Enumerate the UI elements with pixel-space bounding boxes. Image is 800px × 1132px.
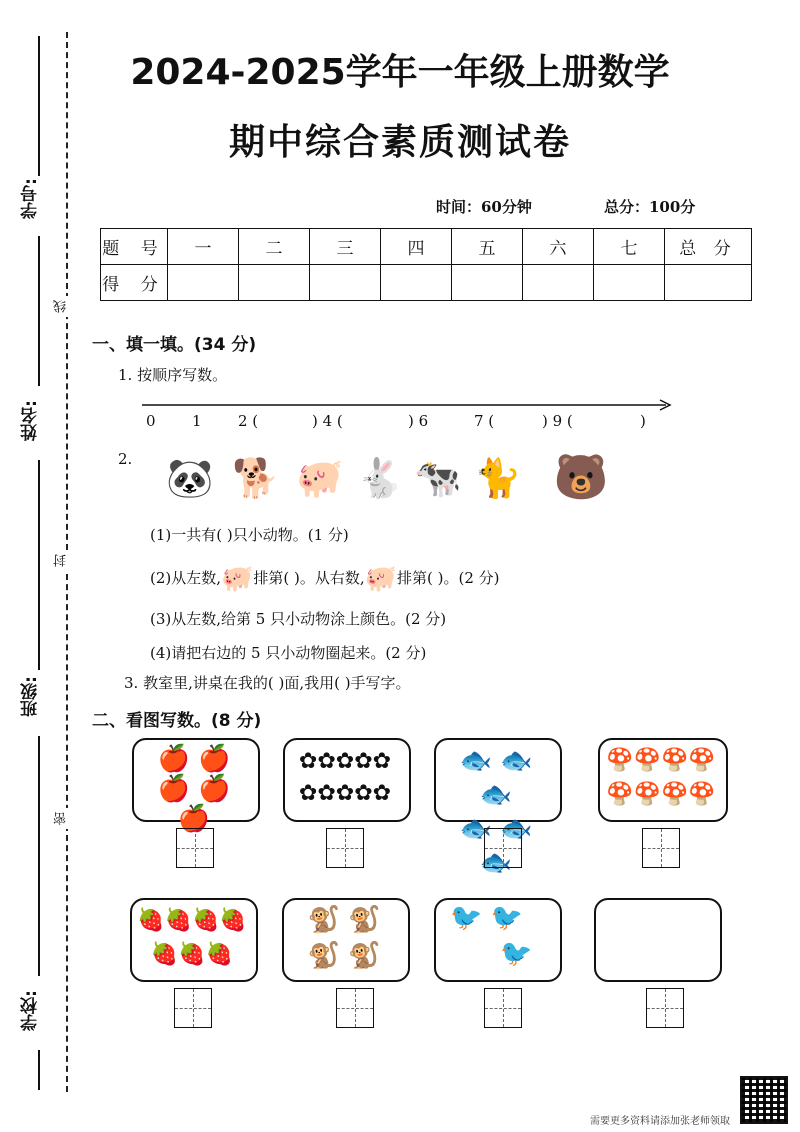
table-cell: 得 分 (101, 265, 168, 301)
seal-mi: 密 (52, 808, 71, 829)
table-cell: 四 (381, 229, 452, 265)
bird-group (440, 900, 562, 972)
footer-note: 需要更多资料请添加张老师领取 (590, 1116, 730, 1127)
mushroom-icon: 🍄 (688, 748, 716, 773)
q2-2-line (150, 564, 500, 594)
table-cell: 五 (452, 229, 523, 265)
numberline-label: ) 9 ( (542, 412, 573, 430)
student-id-label: 学号: (21, 178, 41, 219)
numberline-label: 2 ( (238, 412, 259, 430)
section2-title: 二、看图写数。(8 分) (92, 711, 262, 731)
bird-icon: 🐦 (500, 939, 533, 969)
table-cell: 总 分 (665, 229, 752, 265)
monkey-icon: 🐒 (348, 905, 381, 935)
seal-xian: 线 (52, 296, 71, 317)
flower-icon: ✿ (335, 749, 355, 774)
mushroom-group (602, 744, 720, 812)
fish-icon: 🐟 (500, 746, 533, 776)
score-input-cell[interactable] (168, 265, 239, 301)
section1-title: 一、填一填。(34 分) (92, 335, 257, 355)
panda-icon: 🐼 (166, 456, 214, 500)
class-label: 班级: (21, 676, 41, 717)
apple-icon: 🍎 (157, 744, 190, 774)
number-line (138, 396, 678, 412)
q2-2-part-b: 排第( )。从右数, (253, 569, 365, 587)
strawberry-icon: 🍓 (178, 942, 206, 967)
strawberry-icon: 🍓 (192, 908, 220, 933)
answer-box[interactable] (176, 828, 214, 868)
apple-icon: 🍎 (198, 774, 231, 804)
table-cell: 七 (594, 229, 665, 265)
bird-icon: 🐦 (450, 903, 483, 933)
flower-icon: ✿ (354, 749, 373, 774)
score-input-cell[interactable] (523, 265, 594, 301)
monkey-group (290, 902, 398, 974)
q2-2-part-c: 排第( )。(2 分) (397, 569, 500, 587)
answer-box[interactable] (484, 988, 522, 1028)
q1-text: 1. 按顺序写数。 (118, 366, 228, 384)
flower-icon: ✿ (298, 781, 318, 806)
monkey-icon: 🐒 (348, 941, 381, 971)
score-input-cell[interactable] (381, 265, 452, 301)
strawberry-icon: 🍓 (150, 942, 179, 967)
cow-icon: 🐄 (414, 456, 462, 500)
answer-box[interactable] (326, 828, 364, 868)
picture-box-empty (594, 898, 722, 982)
page-title: 2024-2025学年一年级上册数学 (130, 52, 670, 93)
q2-3-text: (3)从左数,给第 5 只小动物涂上颜色。(2 分) (150, 610, 447, 628)
mushroom-icon: 🍄 (606, 748, 634, 773)
apple-icon: 🍎 (177, 804, 211, 834)
page-subtitle: 期中综合素质测试卷 (228, 122, 571, 163)
answer-box[interactable] (642, 828, 680, 868)
pig-icon: 🐖 (221, 564, 254, 594)
score-input-cell[interactable] (665, 265, 752, 301)
answer-box[interactable] (484, 828, 522, 868)
apple-icon: 🍎 (157, 774, 190, 804)
answer-box[interactable] (336, 988, 374, 1028)
pig-icon: 🐖 (364, 564, 398, 594)
fish-icon: 🐟 (459, 746, 492, 776)
score-input-cell[interactable] (452, 265, 523, 301)
exam-total: 总分：100分 (604, 198, 696, 216)
q2-4-text: (4)请把右边的 5 只小动物圈起来。(2 分) (150, 644, 427, 662)
numberline-label: 0 (146, 412, 156, 430)
q2-1-text: (1)一共有( )只小动物。(1 分) (150, 526, 349, 544)
seal-feng: 封 (52, 550, 71, 571)
numberline-label: ) 6 (408, 412, 429, 430)
table-cell: 二 (239, 229, 310, 265)
bear-icon: 🐻 (553, 452, 609, 503)
fish-icon: 🐟 (500, 814, 533, 844)
mushroom-icon: 🍄 (661, 748, 689, 773)
table-cell: 题 号 (101, 229, 168, 265)
fish-icon: 🐟 (479, 780, 513, 810)
name-line (38, 236, 40, 386)
flower-group (288, 746, 402, 810)
pig-icon: 🐖 (296, 456, 344, 500)
score-table (100, 228, 752, 301)
score-input-cell[interactable] (594, 265, 665, 301)
numberline-label: ) (640, 412, 646, 430)
table-cell: 一 (168, 229, 239, 265)
strawberry-group (136, 904, 248, 972)
q2-2-part-a: (2)从左数, (150, 569, 222, 587)
fish-icon: 🐟 (459, 814, 492, 844)
fish-icon: 🐟 (479, 848, 513, 878)
score-input-cell[interactable] (239, 265, 310, 301)
score-input-cell[interactable] (310, 265, 381, 301)
rabbit-icon: 🐇 (356, 456, 404, 500)
table-cell: 三 (310, 229, 381, 265)
exam-time: 时间：60分钟 (436, 198, 532, 216)
answer-box[interactable] (174, 988, 212, 1028)
answer-box[interactable] (646, 988, 684, 1028)
q3-text: 3. 教室里,讲桌在我的( )面,我用( )手写字。 (124, 674, 411, 692)
name-label: 姓名: (21, 400, 41, 441)
school-line-bottom (38, 1050, 40, 1090)
flower-icon: ✿ (372, 781, 392, 806)
strawberry-icon: 🍓 (219, 908, 247, 933)
mushroom-icon: 🍄 (606, 782, 634, 807)
school-line (38, 736, 40, 976)
flower-icon: ✿ (335, 781, 355, 806)
monkey-icon: 🐒 (307, 905, 340, 935)
flower-icon: ✿ (372, 749, 392, 774)
cat-icon: 🐈 (474, 456, 522, 500)
numberline-label: 7 ( (474, 412, 495, 430)
strawberry-icon: 🍓 (205, 942, 234, 967)
flower-icon: ✿ (298, 749, 318, 774)
mushroom-icon: 🍄 (661, 782, 689, 807)
table-cell: 六 (523, 229, 594, 265)
mushroom-icon: 🍄 (633, 748, 661, 773)
numberline-label: ) 4 ( (312, 412, 343, 430)
score-table-score-row (101, 265, 752, 301)
flower-icon: ✿ (317, 781, 336, 806)
strawberry-icon: 🍓 (137, 908, 165, 933)
monkey-icon: 🐒 (307, 941, 340, 971)
school-label: 学校: (21, 990, 41, 1031)
strawberry-icon: 🍓 (164, 908, 192, 933)
dog-icon: 🐕 (232, 456, 280, 500)
mushroom-icon: 🍄 (633, 782, 661, 807)
class-line (38, 460, 40, 670)
flower-icon: ✿ (354, 781, 373, 806)
q2-number: 2. (118, 450, 133, 468)
numberline-label: 1 (192, 412, 202, 430)
flower-icon: ✿ (317, 749, 336, 774)
mushroom-icon: 🍄 (688, 782, 716, 807)
apple-icon: 🍎 (198, 744, 231, 774)
apple-group (140, 744, 248, 834)
qr-code (740, 1076, 788, 1124)
score-table-header-row (101, 229, 752, 265)
bird-icon: 🐦 (490, 903, 524, 933)
